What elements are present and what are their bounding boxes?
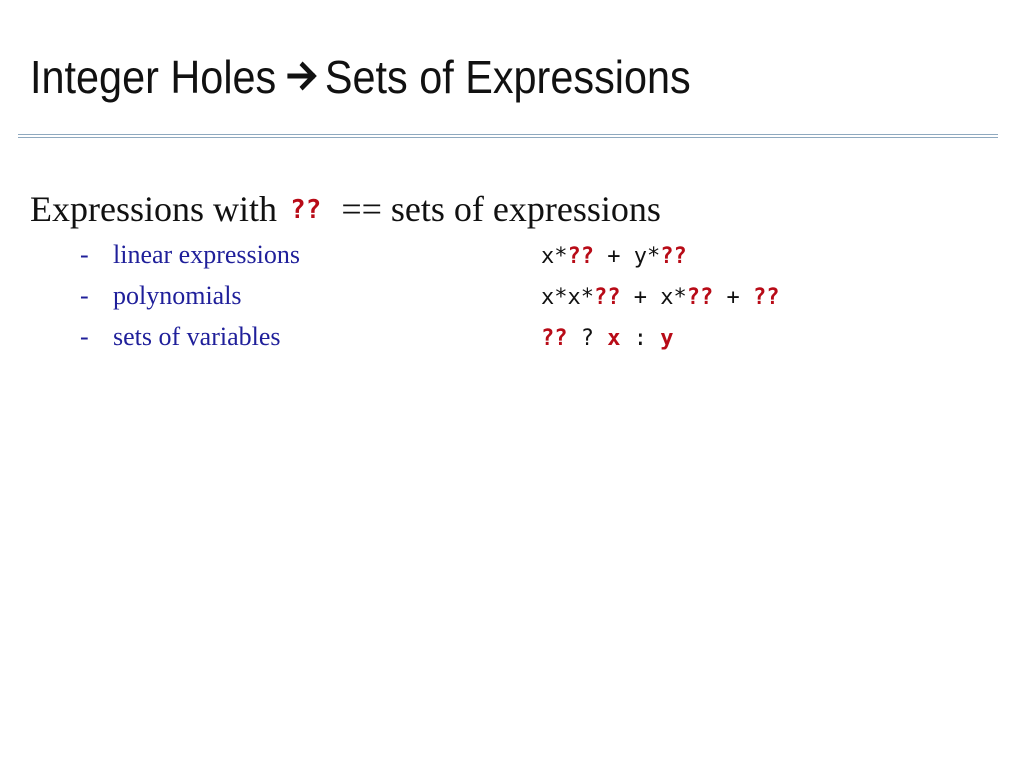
slide-title	[30, 50, 691, 104]
code-example	[541, 285, 779, 310]
code-text: x*x*	[541, 285, 594, 310]
lead-prefix: Expressions with	[30, 189, 277, 229]
code-text: + y*	[594, 244, 661, 269]
code-text: :	[620, 326, 661, 351]
lead-statement	[30, 188, 661, 230]
list-item	[80, 322, 281, 352]
list-item	[80, 240, 300, 270]
title-divider	[18, 134, 998, 138]
right-arrow-icon	[287, 48, 318, 102]
list-item	[80, 281, 242, 311]
bullet-dash: -	[80, 322, 89, 351]
code-hole: ??	[593, 285, 621, 310]
code-hole: ??	[660, 244, 687, 269]
code-text: x*	[541, 244, 568, 269]
code-example	[541, 244, 687, 269]
code-text: ?	[567, 326, 608, 351]
code-hole: ??	[567, 244, 594, 269]
title-left: Integer Holes	[30, 51, 277, 103]
lead-hole: ??	[290, 195, 322, 225]
code-text: +	[713, 285, 753, 310]
code-hole: x	[607, 326, 621, 351]
item-label: polynomials	[113, 281, 242, 310]
bullet-dash: -	[80, 281, 89, 310]
code-hole: ??	[541, 326, 568, 351]
code-example	[541, 326, 674, 351]
code-hole: ??	[686, 285, 714, 310]
lead-suffix: == sets of expressions	[341, 189, 661, 229]
code-hole: y	[660, 326, 674, 351]
code-text: + x*	[620, 285, 687, 310]
title-right: Sets of Expressions	[324, 51, 691, 103]
item-label: sets of variables	[113, 322, 281, 351]
item-label: linear expressions	[113, 240, 301, 269]
code-hole: ??	[752, 285, 780, 310]
bullet-dash: -	[80, 240, 89, 269]
